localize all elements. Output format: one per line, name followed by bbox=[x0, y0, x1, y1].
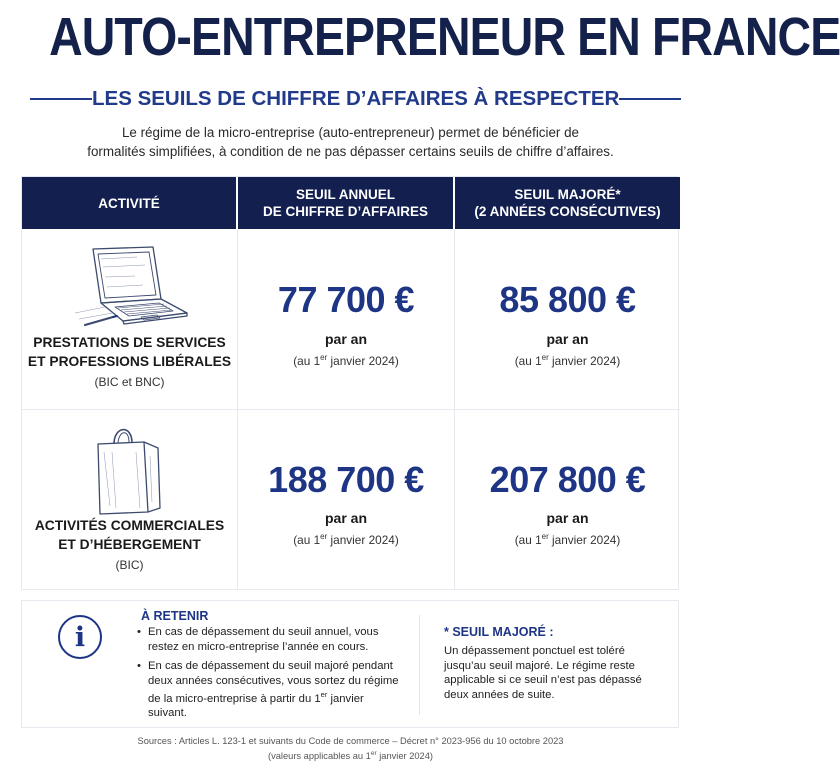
subtitle-rule-left bbox=[30, 98, 92, 100]
per-year-label: par an bbox=[324, 331, 367, 347]
header-annual-line-1: SEUIL ANNUEL bbox=[295, 187, 395, 202]
header-annual bbox=[238, 177, 455, 229]
date-suffix: janvier 2024) bbox=[327, 353, 399, 368]
date-prefix: (au 1 bbox=[514, 532, 542, 547]
annual-threshold-value: 188 700 € bbox=[268, 459, 424, 500]
intro-line-1: Le régime de la micro-entreprise (auto-entrepreneur) permet de bénéficier de bbox=[121, 125, 579, 140]
header-majore-line-1: SEUIL MAJORÉ* bbox=[514, 187, 621, 202]
header-majore-line-2: (2 ANNÉES CONSÉCUTIVES) bbox=[474, 204, 661, 219]
per-year-label: par an bbox=[546, 331, 589, 347]
subtitle-row bbox=[30, 86, 672, 112]
list-item: • En cas de dépassement du seuil annuel, vous restez en micro-entreprise l’année en cours. bbox=[134, 625, 404, 654]
thresholds-table bbox=[21, 176, 679, 590]
majore-threshold-value: 85 800 € bbox=[499, 279, 636, 320]
retenir-list bbox=[134, 625, 404, 726]
header-annual-line-2: DE CHIFFRE D’AFFAIRES bbox=[262, 204, 428, 219]
activity-name-line-1: PRESTATIONS DE SERVICES bbox=[33, 335, 226, 350]
annual-threshold-value: 77 700 € bbox=[277, 279, 415, 320]
sources-line-1: Sources : Articles L. 123-1 et suivants du Code de commerce – Décret n° 2023-956 du 10 octobre 2023 bbox=[137, 736, 564, 746]
sources-suffix: janvier 2024) bbox=[376, 750, 433, 761]
date-prefix: (au 1 bbox=[293, 532, 321, 547]
annual-threshold-cell bbox=[238, 410, 455, 590]
sources-sup: er bbox=[370, 749, 377, 757]
date-label bbox=[455, 353, 680, 368]
subtitle-rule-right bbox=[619, 98, 681, 100]
date-label bbox=[455, 532, 680, 547]
annual-threshold-cell bbox=[238, 229, 455, 409]
sources-prefix: (valeurs applicables au 1 bbox=[268, 750, 371, 761]
activity-cell bbox=[22, 410, 238, 590]
activity-name-line-2: ET PROFESSIONS LIBÉRALES bbox=[27, 354, 232, 369]
laptop-icon bbox=[22, 243, 237, 331]
activity-subtext: (BIC et BNC) bbox=[94, 375, 165, 389]
sources bbox=[0, 735, 701, 762]
date-sup: er bbox=[320, 353, 328, 362]
per-year-label: par an bbox=[546, 510, 589, 526]
bullet-suffix: janvier suivant. bbox=[148, 692, 364, 720]
box-divider bbox=[419, 615, 420, 715]
date-sup: er bbox=[541, 353, 549, 362]
shopping-bag-icon bbox=[22, 422, 237, 518]
sources-line-2 bbox=[0, 748, 701, 763]
activity-name-line-1: ACTIVITÉS COMMERCIALES bbox=[34, 518, 225, 533]
info-box bbox=[21, 600, 679, 728]
page-title: AUTO-ENTREPRENEUR EN FRANCE bbox=[49, 7, 840, 67]
retenir-title: À RETENIR bbox=[141, 609, 209, 623]
page-subtitle: LES SEUILS DE CHIFFRE D’AFFAIRES À RESPECTER bbox=[92, 87, 620, 110]
date-suffix: janvier 2024) bbox=[548, 532, 621, 547]
date-suffix: janvier 2024) bbox=[327, 532, 399, 547]
majore-threshold-cell bbox=[455, 410, 680, 590]
bullet-text: En cas de dépassement du seuil majoré pendant deux années consécutives, vous sortez du régime de la micro-entreprise à partir du 1 bbox=[148, 660, 399, 705]
majore-threshold-cell bbox=[455, 229, 680, 409]
header-majore bbox=[455, 177, 680, 229]
activity-subtext: (BIC) bbox=[115, 558, 144, 572]
date-label bbox=[238, 532, 454, 547]
date-suffix: janvier 2024) bbox=[548, 353, 621, 368]
table-row bbox=[22, 229, 680, 410]
intro-line-2: formalités simplifiées, à condition de ne pas dépasser certains seuils de chiffre d’affaires. bbox=[87, 144, 614, 159]
date-prefix: (au 1 bbox=[293, 353, 321, 368]
table-row bbox=[22, 410, 680, 590]
table-header bbox=[22, 177, 680, 229]
majore-note-text: Un dépassement ponctuel est toléré jusqu’au seuil majoré. Le régime reste applicable si ce seuil n’est pas dépassé deux années de suite. bbox=[444, 645, 642, 701]
list-item bbox=[134, 659, 404, 721]
activity-cell bbox=[22, 229, 238, 409]
per-year-label: par an bbox=[324, 510, 367, 526]
activity-name bbox=[22, 333, 237, 371]
activity-name bbox=[22, 516, 237, 554]
date-sup: er bbox=[320, 532, 328, 541]
bullet-sup: er bbox=[320, 690, 328, 699]
intro-text bbox=[60, 123, 641, 161]
header-activity-label: ACTIVITÉ bbox=[98, 195, 160, 211]
date-sup: er bbox=[541, 532, 549, 541]
info-icon: i bbox=[58, 615, 102, 659]
majore-threshold-value: 207 800 € bbox=[489, 459, 646, 500]
date-label bbox=[238, 353, 454, 368]
majore-note-title: * SEUIL MAJORÉ : bbox=[444, 625, 554, 639]
activity-name-line-2: ET D’HÉBERGEMENT bbox=[58, 537, 201, 552]
date-prefix: (au 1 bbox=[514, 353, 542, 368]
header-activity bbox=[22, 177, 238, 229]
